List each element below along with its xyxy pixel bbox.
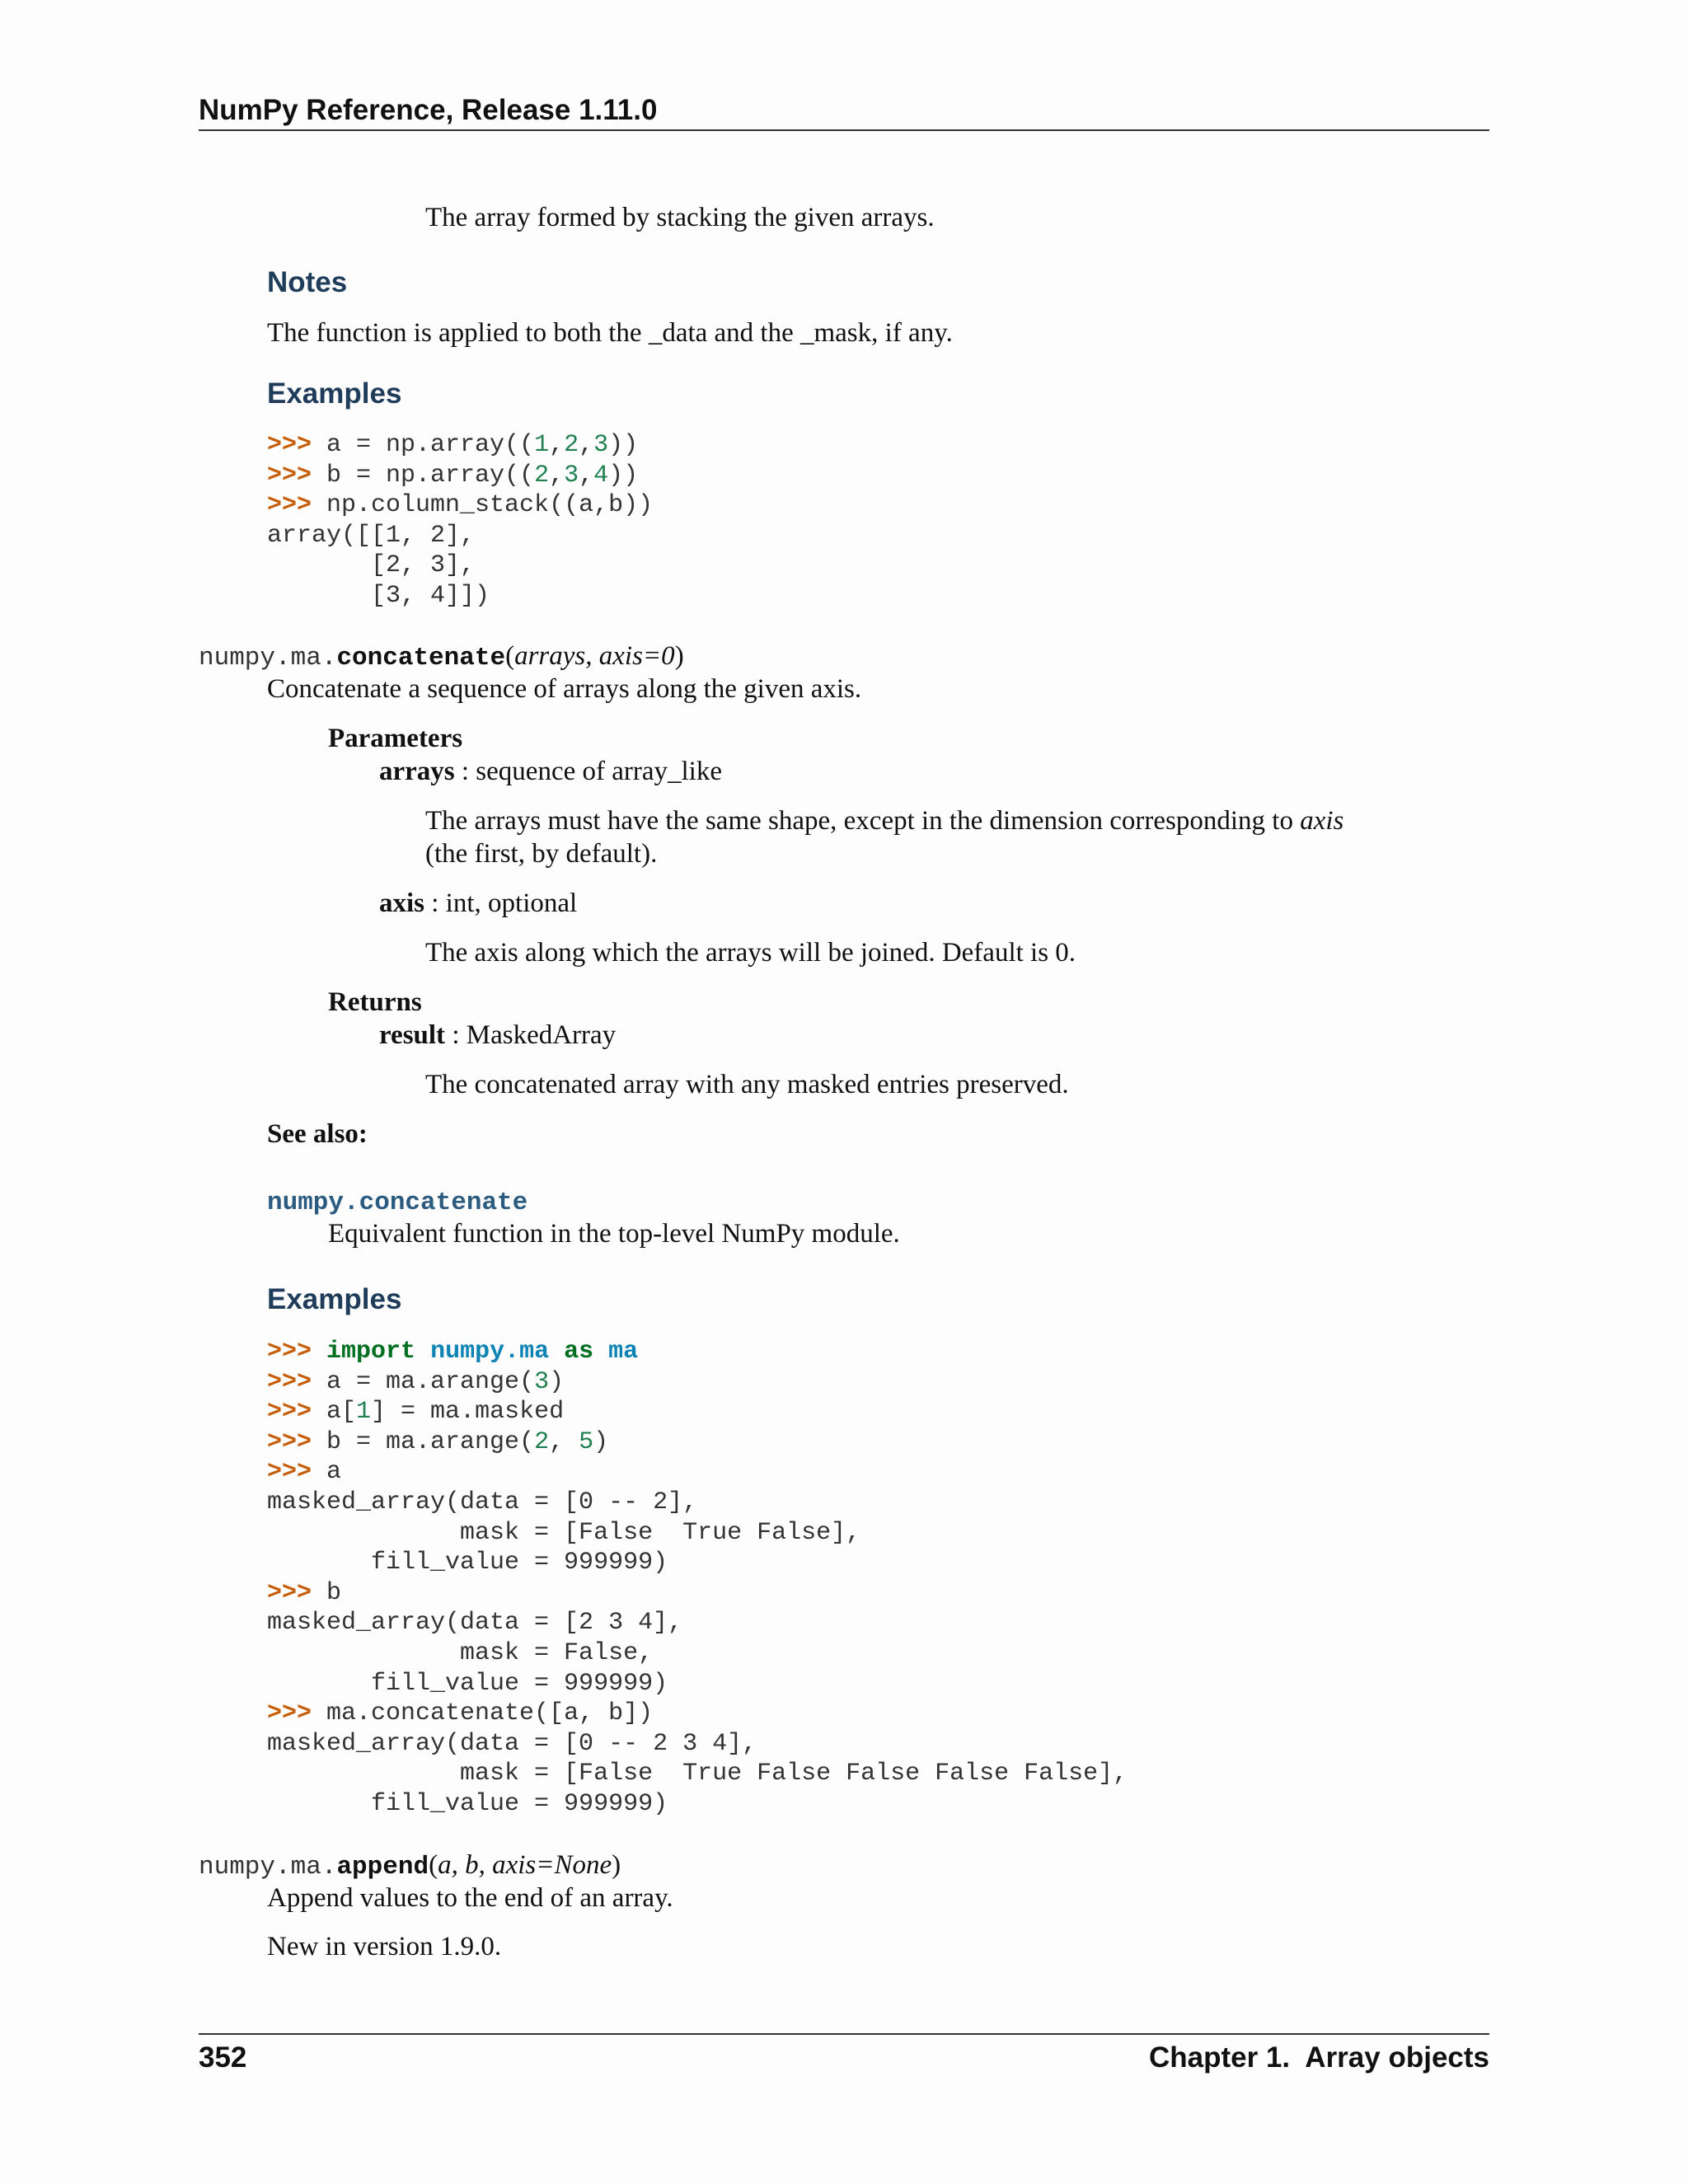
page-number: 352 bbox=[199, 2041, 247, 2074]
concatenate-summary: Concatenate a sequence of arrays along the given axis. bbox=[267, 674, 862, 704]
param-axis: axis : int, optional bbox=[379, 888, 578, 918]
running-header: NumPy Reference, Release 1.11.0 bbox=[199, 94, 658, 126]
examples-heading: Examples bbox=[267, 377, 402, 410]
return-result: result : MaskedArray bbox=[379, 1020, 617, 1050]
param-arrays-description: The arrays must have the same shape, except in the dimension corresponding to axis bbox=[425, 806, 1344, 836]
param-axis-description: The axis along which the arrays will be joined. Default is 0. bbox=[425, 938, 1076, 968]
param-arrays: arrays : sequence of array_like bbox=[379, 757, 722, 786]
header-rule bbox=[199, 129, 1489, 131]
see-also-description: Equivalent function in the top-level NumPy module. bbox=[328, 1219, 900, 1249]
append-function-name: append bbox=[336, 1853, 429, 1882]
return-result-description: The concatenated array with any masked entries preserved. bbox=[425, 1070, 1069, 1099]
code-example-column-stack: >>> a = np.array((1,2,3)) >>> b = np.array((2,3,4)) >>> np.column_stack((a,b)) array([[1, 2], [2, 3], [3, 4]]) bbox=[267, 431, 654, 610]
notes-heading: Notes bbox=[267, 266, 348, 298]
examples-heading-2: Examples bbox=[267, 1283, 402, 1315]
param-arrays-description-cont: (the first, by default). bbox=[425, 839, 658, 869]
concatenate-function-name: concatenate bbox=[336, 644, 506, 673]
see-also-label: See also: bbox=[267, 1119, 368, 1149]
see-also-link[interactable]: numpy.concatenate bbox=[267, 1188, 528, 1217]
code-example-concatenate: >>> import numpy.ma as ma >>> a = ma.arange(3) >>> a[1] = ma.masked >>> b = ma.arange(2, 5) >>> a masked_array(data = [0 -- 2], mask = [False True False], fill_value = 999999) >>> b masked_array(data = [2 3 4], mask = False, fill_value = 999999) >>> ma.concatenate([a, b]) masked_array(data = [0 -- 2 3 4], mask = [False True False False False False], fill_value = 999999) bbox=[267, 1338, 1128, 1818]
returns-label: Returns bbox=[328, 987, 422, 1017]
append-signature: numpy.ma.append(a, b, axis=None) bbox=[199, 1850, 621, 1882]
notes-text: The function is applied to both the _data and the _mask, if any. bbox=[267, 318, 953, 348]
prompt: >>> bbox=[267, 431, 312, 459]
append-version-note: New in version 1.9.0. bbox=[267, 1932, 502, 1961]
append-summary: Append values to the end of an array. bbox=[267, 1883, 673, 1913]
concatenate-signature: numpy.ma.concatenate(arrays, axis=0) bbox=[199, 641, 684, 673]
parameters-label: Parameters bbox=[328, 724, 463, 753]
returns-description: The array formed by stacking the given arrays. bbox=[425, 203, 935, 232]
chapter-title: Chapter 1. Array objects bbox=[1148, 2041, 1489, 2074]
footer-rule bbox=[199, 2033, 1489, 2035]
